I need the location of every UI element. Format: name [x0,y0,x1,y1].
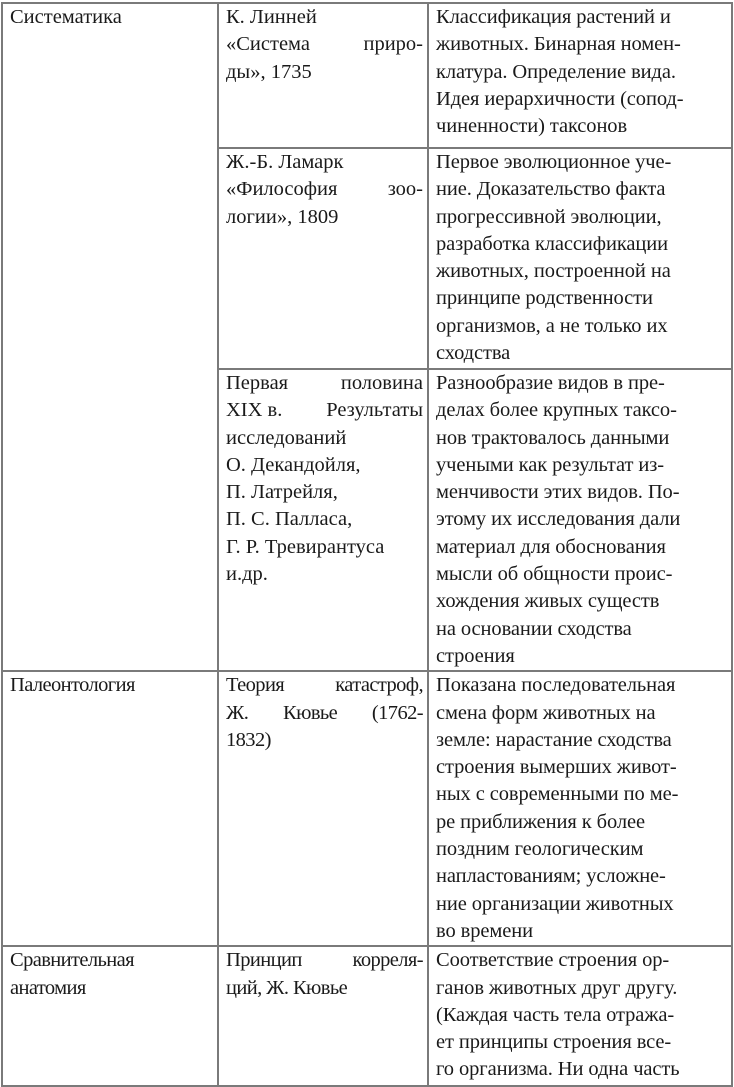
content-line: Показана последовательная [436,674,676,697]
content-line: смена форм животных на [436,701,656,724]
content-line: учеными как результат из- [436,453,664,476]
source-line: ды», 1735 [226,60,312,83]
content-cell [428,946,732,1086]
content-line: материал для обоснования [436,535,666,558]
content-line: ре приближения к более [436,810,645,833]
field-label: анатомия [10,976,86,999]
content-line: делах более крупных таксо- [436,399,677,422]
content-cell [428,3,732,148]
field-label: Палеонтология [10,674,135,697]
content-line: Первое эволюционное уче- [436,151,672,173]
source-cell [218,369,428,671]
table-row [2,946,732,1086]
field-cell-paleontology [2,671,218,946]
source-line: Принцип корреля- [226,949,423,972]
content-line: поздним геологическим [436,838,644,861]
source-line: Теория катастроф, [226,674,423,697]
content-line: на основании сходства [436,617,632,640]
source-cell [218,148,428,369]
content-line: прогрессивной эволюции, [436,205,662,228]
field-cell-comparative-anatomy [2,946,218,1086]
content-line: клатура. Определение вида. [436,60,676,83]
source-line: Ж.-Б. Ламарк [226,151,344,173]
content-line: сходства [436,342,511,365]
content-line: го организма. Ни одна часть [436,1058,680,1081]
source-line: Первая половина [226,372,423,394]
source-line: П. С. Палласа, [226,508,353,531]
content-line: ных с современными по ме- [436,783,679,806]
content-line: ет принципы строения все- [436,1031,672,1054]
content-cell [428,148,732,369]
content-line: Разнообразие видов в пре- [436,372,665,394]
table-row [2,671,732,946]
content-line: этому их исследования дали [436,508,681,531]
source-cell [218,3,428,148]
content-line: разработка классификации [436,232,669,255]
content-line: животных, построенной на [436,260,671,283]
content-line: земле: нарастание сходства [436,728,672,751]
source-line: логии», 1809 [226,205,339,228]
content-line: Идея иерархичности (сопод- [436,87,684,110]
source-line: исследований [226,426,347,449]
table-row [2,3,732,148]
source-line: П. Латрейля, [226,481,338,504]
source-line: Ж. Кювье (1762- [226,701,423,724]
content-line: строения [436,644,515,667]
field-label: Сравнительная [10,949,134,972]
source-line: «Философия зоо- [226,178,423,201]
source-line: ций, Ж. Кювье [226,976,348,999]
content-line: во времени [436,919,533,942]
content-line: менчивости этих видов. По- [436,481,680,504]
history-of-biology-table [1,2,733,1087]
content-line: Классификация растений и [436,6,671,28]
content-line: ние. Доказательство факта [436,178,666,201]
content-line: Соответствие строения ор- [436,949,670,972]
field-label: Систематика [10,6,122,28]
source-line: О. Декандойля, [226,453,361,476]
content-line: (Каждая часть тела отража- [436,1003,675,1026]
content-line: чиненности) таксонов [436,115,628,138]
content-line: напластованиям; усложне- [436,865,666,888]
source-cell [218,946,428,1086]
source-cell [218,671,428,946]
content-line: мысли об общности проис- [436,563,673,586]
source-line: 1832) [226,728,271,751]
content-line: организмов, а не только их [436,314,668,337]
content-cell [428,671,732,946]
source-line: К. Линней [226,6,317,28]
content-line: ганов животных друг другу. [436,976,678,999]
source-line: Г. Р. Тревирантуса [226,535,385,558]
content-line: принципе родственности [436,287,653,310]
content-line: животных. Бинарная номен- [436,33,681,56]
content-line: строения вымерших живот- [436,756,677,779]
content-line: хождения живых существ [436,590,660,613]
content-line: нов трактовалось данными [436,426,670,449]
source-line: XIX в. Результаты [226,399,423,422]
source-line: «Система приро- [226,33,423,56]
content-line: ние организации животных [436,892,674,915]
content-cell [428,369,732,671]
field-cell-systematics [2,3,218,671]
source-line: и.др. [226,563,268,586]
